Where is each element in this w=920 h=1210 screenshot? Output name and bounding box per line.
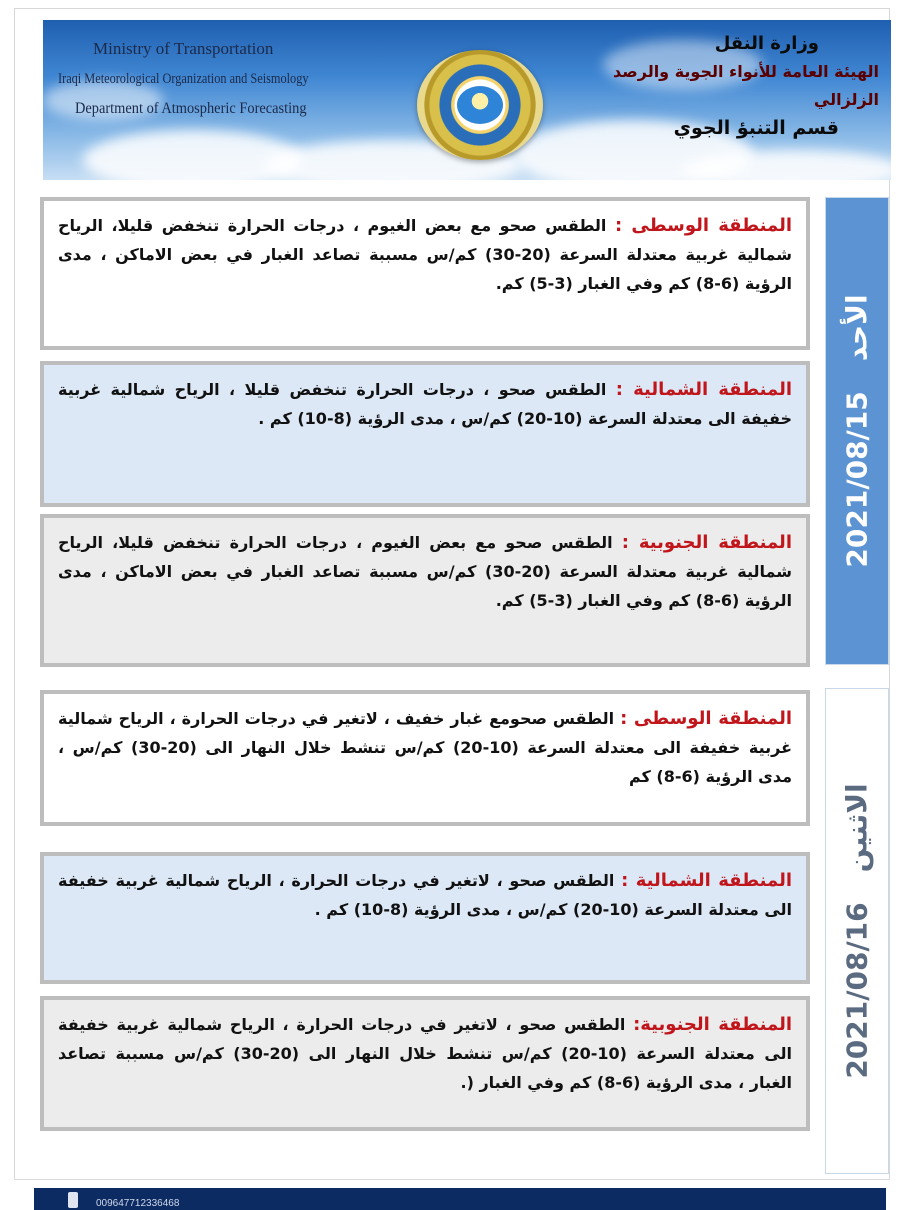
header-ministry-en: Ministry of Transportation xyxy=(93,39,274,58)
header-organization-en: Iraqi Meteorological Organization and Seismology xyxy=(58,71,309,87)
region-label: المنطقة الجنوبية: xyxy=(633,1014,792,1035)
region-label: المنطقة الشمالية : xyxy=(621,870,792,891)
forecast-day1-north xyxy=(40,361,810,507)
organization-seal-icon xyxy=(417,50,543,160)
forecast-day2-south xyxy=(40,996,810,1131)
header-organization-ar: الهيئة العامة للأنواء الجوية والرصد الزلزالي xyxy=(613,62,879,109)
seal-emblem-icon xyxy=(457,86,503,124)
header-department-en: Department of Atmospheric Forecasting xyxy=(75,100,307,117)
footer-phone: 009647712336468 xyxy=(96,1198,180,1209)
region-label: المنطقة الوسطى : xyxy=(614,215,793,236)
date-day2: 2021/08/16 xyxy=(840,902,874,1079)
date-day1: 2021/08/15 xyxy=(840,391,874,568)
header-department-ar: قسم التنبؤ الجوي xyxy=(673,117,839,139)
forecast-text: الطقس صحو مع بعض الغيوم ، درجات الحرارة تنخفض قليلا، الرياح شمالية غربية معتدلة السرعة (20-30) كم/س مسببة تصاعد الغبار في بعض الاماكن ، مدى الرؤية (6-8) كم وفي الغبار (3-5) كم. xyxy=(58,533,792,610)
forecast-text: الطقس صحو ، لاتغير في درجات الحرارة ، الرياح شمالية غربية خفيفة الى معتدلة السرعة (10-20) كم/س تنشط خلال النهار الى (20-30) كم/س مسببة تصاعد الغبار ، مدى الرؤية (6-8) كم وفي الغبار (. xyxy=(58,1015,793,1092)
footer-bar xyxy=(34,1188,886,1210)
forecast-text: الطقس صحو ، درجات الحرارة تنخفض قليلا ، الرياح شمالية غربية خفيفة الى معتدلة السرعة (10-20) كم/س ، مدى الرؤية (8-10) كم . xyxy=(58,380,792,428)
forecast-day1-south xyxy=(40,514,810,667)
forecast-text: الطقس صحومع غبار خفيف ، لاتغير في درجات الحرارة ، الرياح شمالية غربية خفيفة الى معتدلة السرعة (10-20) كم/س تنشط خلال النهار الى (20-30) كم/س ، مدى الرؤية (6-8) كم xyxy=(58,709,793,786)
forecast-day2-central xyxy=(40,690,810,826)
forecast-text: الطقس صحو ، لاتغير في درجات الحرارة ، الرياح شمالية غربية خفيفة الى معتدلة السرعة (10-20) كم/س ، مدى الرؤية (8-10) كم . xyxy=(58,871,792,919)
phone-icon xyxy=(68,1192,78,1208)
forecast-day1-central xyxy=(40,197,810,350)
region-label: المنطقة الوسطى : xyxy=(620,708,793,729)
day-name-day2: الاثنين xyxy=(840,783,874,873)
region-label: المنطقة الجنوبية : xyxy=(621,532,792,553)
region-label: المنطقة الشمالية : xyxy=(615,379,792,400)
forecast-text: الطقس صحو مع بعض الغيوم ، درجات الحرارة تنخفض قليلا، الرياح شمالية غربية معتدلة السرعة (20-30) كم/س مسببة تصاعد الغبار في بعض الاماكن ، مدى الرؤية (6-8) كم وفي الغبار (3-5) كم. xyxy=(58,216,792,293)
header-arabic-block xyxy=(559,30,879,142)
day-name-day1: الأحد xyxy=(840,294,874,362)
header-banner xyxy=(43,20,891,180)
header-ministry-ar: وزارة النقل xyxy=(714,33,819,54)
date-bar-day1 xyxy=(825,197,889,665)
header-english-block xyxy=(58,34,393,124)
date-bar-day2 xyxy=(825,688,889,1174)
forecast-day2-north xyxy=(40,852,810,984)
